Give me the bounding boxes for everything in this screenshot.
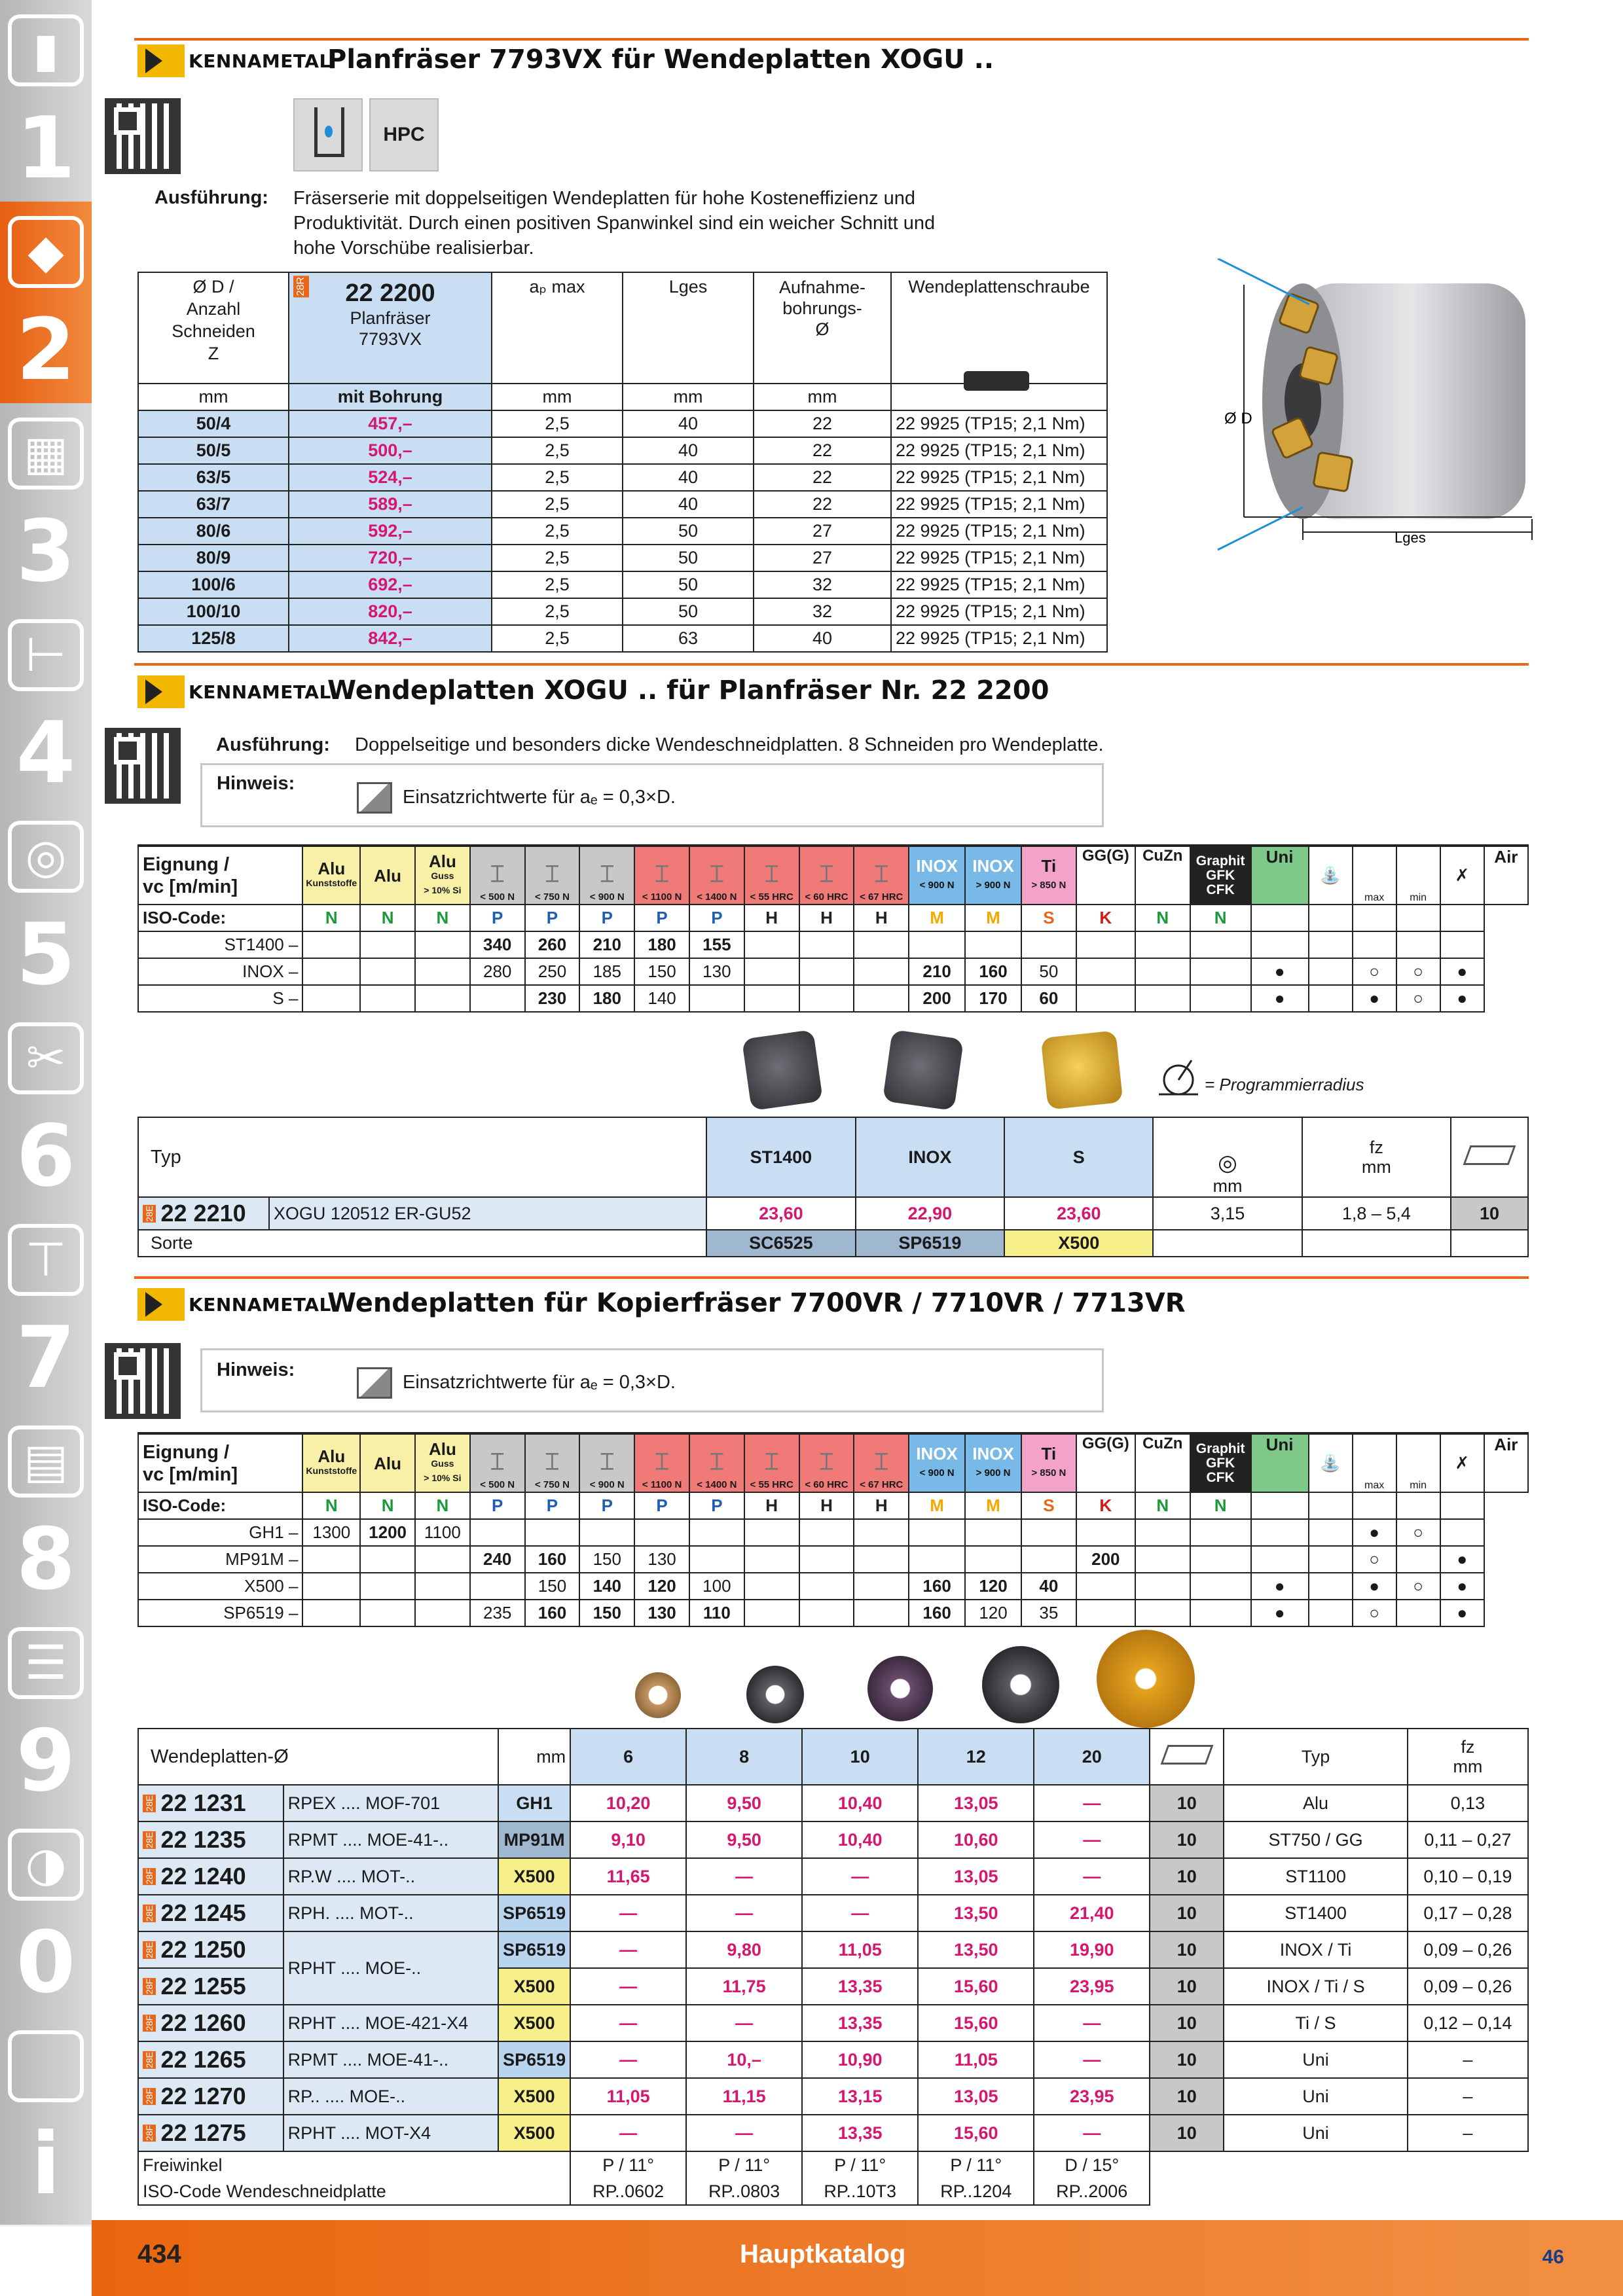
ausfuehrung-text: Doppelseitige und besonders dicke Wendeschneidplatten. 8 Schneiden pro Wendeplatte. <box>355 734 1104 755</box>
tool-cabinet-icon: ☰ <box>8 1627 84 1699</box>
ausfuehrung-label: Ausführung: <box>216 734 330 755</box>
coolant-max-icon: max <box>1353 1433 1396 1492</box>
cutting-width-icon <box>357 782 392 814</box>
section-3-title: Wendeplatten für Kopierfräser 7700VR / 7710VR / 7713VR <box>327 1288 1186 1318</box>
iso-code-label: ISO-Code: <box>138 905 302 931</box>
material-table-kopier: Eignung / vc [m/min] Alu Kunststoffe Alu Alu Guss > 10% Si ⌶ < 500 N ⌶ < 750 N ⌶ < 900 N ⌶ < 1100 N ⌶ < 1400 N ⌶ < 55 HRC ⌶ < 60 HRC ⌶ < 67 HRC INOX < 900 N INOX > 900 N Ti > 850 N GG(G) CuZn Graphit GFK CFK Uni ⛲ max min ✗ Air ISO-Code: N N N P P P P P H H H M M S K N N GH1 – 1300 1200 1100 ● ○ MP91M – 240 160 150 130 200 ○ ● X500 – 150 140 120 100 160 120 40 ● ● ○ ● SP6519 – 235 160 150 130 110 160 120 35 ● ○ ● <box>137 1432 1529 1627</box>
table-row: INOX – 280 250 185 150 130 210 160 50 ● ○ ○ ● <box>138 958 1528 985</box>
diameter-label: Ø D <box>1224 410 1252 427</box>
table-row: 50/5 500,– 2,5 40 22 22 9925 (TP15; 2,1 Nm) <box>138 437 1107 464</box>
chapter-tab-4[interactable] <box>0 605 92 816</box>
chapter-tab-i[interactable] <box>0 2016 92 2227</box>
safety-icon: ◑ <box>8 1829 84 1901</box>
info-icon <box>8 2030 84 2102</box>
insert-st1400-image <box>742 1030 823 1111</box>
section-2-rule <box>134 663 1529 666</box>
insert-6-image <box>635 1672 681 1718</box>
table-row: ST1400 – 340 260 210 180 155 <box>138 931 1528 958</box>
table-row: 28E 22 1245 RPH. .... MOT-.. SP6519 — — — 13,50 21,40 10 ST1400 0,17 – 0,28 <box>138 1895 1528 1931</box>
kennametal-logo: KENNAMETAL <box>137 43 331 79</box>
table-row: 80/9 720,– 2,5 50 27 22 9925 (TP15; 2,1 Nm) <box>138 545 1107 571</box>
chapter-number: 7 <box>16 1308 76 1407</box>
table-row: 28F 22 1240 RP.W .... MOT-.. X500 11,65 — — 13,05 — 10 ST1100 0,10 – 0,19 <box>138 1858 1528 1895</box>
unit-mm: mm <box>138 384 289 410</box>
chapter-number: 1 <box>16 98 76 198</box>
col-lges: Lges <box>623 272 754 384</box>
no-coolant-icon: ✗ <box>1440 1433 1484 1492</box>
ausfuehrung-label: Ausführung: <box>155 187 268 208</box>
iso-code-row: ISO-Code Wendeschneidplatte RP..0602 RP..0803 RP..10T3 RP..1204 RP..2006 <box>138 2178 1528 2205</box>
unit-bohrung: mit Bohrung <box>289 384 492 410</box>
insert-10-image <box>867 1656 933 1721</box>
graphit-col: Graphit GFK CFK <box>1190 846 1251 905</box>
steel-col: ⌶ < 1100 N <box>634 1433 689 1492</box>
hint-label: Hinweis: <box>217 773 295 794</box>
steel-col: ⌶ < 67 HRC <box>854 846 909 905</box>
inox-col: INOX < 900 N <box>909 1433 965 1492</box>
table-row: 100/6 692,– 2,5 50 32 22 9925 (TP15; 2,1 Nm) <box>138 571 1107 598</box>
page-number: 434 <box>137 2240 181 2269</box>
section-3-rule <box>134 1276 1529 1279</box>
inox-col: INOX < 900 N <box>909 846 965 905</box>
xogu-insert-table: Typ ST1400 INOX S ◎ mm fz mm 28E 22 2210 XOGU 120512 ER-GU52 23,60 22,90 23,60 3,15 1,8 – 5,4 10 Sorte SC6525 SP6519 X500 <box>137 1117 1529 1257</box>
table-row: 50/4 457,– 2,5 40 22 22 9925 (TP15; 2,1 Nm) <box>138 410 1107 437</box>
qr-code-icon[interactable] <box>105 728 181 804</box>
chapter-number: 3 <box>16 501 76 601</box>
length-label: Lges <box>1395 529 1426 546</box>
chapter-tab-6[interactable] <box>0 1008 92 1219</box>
steel-col: ⌶ < 900 N <box>579 846 634 905</box>
section-1-rule <box>134 38 1529 41</box>
planfraeser-diagram <box>1205 259 1545 560</box>
table-row: 63/7 589,– 2,5 40 22 22 9925 (TP15; 2,1 Nm) <box>138 491 1107 518</box>
chapter-number: 8 <box>16 1509 76 1609</box>
alu-col: Alu Kunststoffe <box>302 846 360 905</box>
coolant-icon <box>293 98 363 171</box>
cutting-width-icon <box>357 1367 392 1399</box>
steel-col: ⌶ < 1100 N <box>634 846 689 905</box>
planfraeser-table: Ø D / Anzahl Schneiden Z 28R 22 2200 Planfräser 7793VX aₚ max Lges Aufnahme- bohrungs- Ø Wendeplattenschraube mm mit Bohrung mm mm mm 50/4 457,– 2,5 40 22 22 9925 (TP15; 2,1 Nm) 50/5 500,– 2,5 40 22 22 9925 (TP15; 2,1 Nm) 63/5 524,– 2,5 40 22 22 9925 (TP15; 2,1 Nm) 63/7 589,– 2,5 40 22 22 9925 (TP15; 2,1 Nm) 80/6 592,– 2,5 50 27 22 9925 (TP15; 2,1 Nm) 80/9 720,– 2,5 50 27 22 9925 (TP15; 2,1 Nm) 100/6 692,– 2,5 50 32 22 9925 (TP15; 2,1 Nm) 100/10 820,– 2,5 50 32 22 9925 (TP15; 2,1 Nm) 125/8 842,– 2,5 63 40 22 9925 (TP15; 2,1 Nm) <box>137 272 1108 653</box>
fz-col: fz mm <box>1408 1729 1528 1785</box>
table-row: 125/8 842,– 2,5 63 40 22 9925 (TP15; 2,1 Nm) <box>138 625 1107 652</box>
uni-col: Uni <box>1251 846 1309 905</box>
kopier-insert-table: Wendeplatten-Ø mm 6 8 10 12 20 Typ fz mm 28E 22 1231 RPEX .... MOF-701 GH1 10,20 9,50 10,40 13,05 — 10 Alu 0,13 28E 22 1235 RPMT .... MOE-41-.. MP91M 9,10 9,50 10,40 10,60 — 10 ST750 / GG 0,11 – 0,27 28F 22 1240 RP.W .... MOT-.. X500 11,65 — — 13,05 — 10 ST1100 0,10 – 0,19 28E 22 1245 RPH. .... MOT-.. SP6519 — — — 13,50 21,40 10 ST1400 0,17 – 0,28 28E 22 1250 RPHT .... MOE-.. SP6519 — 9,80 11,05 13,50 19,90 10 INOX / Ti 0,09 – 0,26 28F 22 1255 X500 — 11,75 13,35 15,60 23,95 10 INOX / Ti / S 0,09 – 0,26 28F 22 1260 RPHT .... MOE-421-X4 X500 — — 13,35 15,60 — 10 Ti / S 0,12 – 0,14 28E 22 1265 RPMT .... MOE-41-.. SP6519 — 10,– 10,90 11,05 — 10 Uni – 28F 22 1270 RP.. .... MOE-.. X500 11,05 11,15 13,15 13,05 23,95 10 Uni – 28F 22 1275 RPHT .... MOT-X4 X500 — — 13,35 15,60 — 10 Uni – Freiwinkel P / 11° P / 11° P / 11° P / 11° D / 15° ISO-Code Wendeschneidplatte RP..0602 RP..0803 RP..10T3 RP..1204 RP..2006 <box>137 1728 1529 2206</box>
programming-radius-label: = Programmierradius <box>1205 1075 1364 1094</box>
table-row: GH1 – 1300 1200 1100 ● ○ <box>138 1519 1528 1546</box>
quantity-icon <box>1150 1729 1224 1785</box>
air-col: Air <box>1484 1433 1528 1492</box>
insert-s-image <box>1041 1030 1123 1109</box>
ausfuehrung-text: Fräserserie mit doppelseitigen Wendeplatten für hohe Kosteneffizienz und Produktivität. Durch einen positiven Spanwinkel sind ein weicher Schnitt und hohe Vorschübe realisierbar. <box>293 188 936 259</box>
inox-col: INOX > 900 N <box>965 1433 1021 1492</box>
ti-col: Ti > 850 N <box>1021 846 1076 905</box>
alu-col: Alu Guss > 10% Si <box>415 846 470 905</box>
alu-col: Alu Kunststoffe <box>302 1433 360 1492</box>
hpc-badge: HPC <box>369 98 439 171</box>
table-row: 28F 22 1275 RPHT .... MOT-X4 X500 — — 13,35 15,60 — 10 Uni – <box>138 2115 1528 2151</box>
chapter-tab-3[interactable] <box>0 403 92 614</box>
steel-col: ⌶ < 750 N <box>525 1433 580 1492</box>
alu-col: Alu <box>360 1433 415 1492</box>
pdf-page-number: 46 <box>1542 2246 1564 2268</box>
typ-col: Typ <box>1224 1729 1407 1785</box>
insert-20-image <box>1097 1630 1195 1728</box>
insert-8-image <box>746 1666 804 1723</box>
quantity-icon <box>1451 1117 1528 1197</box>
table-row: MP91M – 240 160 150 130 200 ○ ● <box>138 1546 1528 1573</box>
grinding-disc-icon: ◎ <box>8 821 84 893</box>
steel-col: ⌶ < 60 HRC <box>799 1433 854 1492</box>
typ-label: Typ <box>138 1117 706 1197</box>
section-2-title: Wendeplatten XOGU .. für Planfräser Nr. 22 2200 <box>327 675 1049 706</box>
chapter-tab-5[interactable] <box>0 806 92 1017</box>
table-row: 63/5 524,– 2,5 40 22 22 9925 (TP15; 2,1 Nm) <box>138 464 1107 491</box>
chapter-number: 5 <box>16 905 76 1004</box>
graphit-col: Graphit GFK CFK <box>1190 1433 1251 1492</box>
qr-code-icon[interactable] <box>105 1343 181 1419</box>
col-screw: Wendeplattenschraube <box>891 272 1107 384</box>
coolant-icon: ⛲ <box>1309 846 1353 905</box>
chapter-tab-1[interactable] <box>0 0 92 211</box>
col-diameter: Ø D / Anzahl Schneiden Z <box>138 272 289 384</box>
table-row: SP6519 – 235 160 150 130 110 160 120 35 ● ○ ● <box>138 1600 1528 1626</box>
alu-col: Alu <box>360 846 415 905</box>
material-table-xogu: Eignung / vc [m/min] Alu Kunststoffe Alu Alu Guss > 10% Si ⌶ < 500 N ⌶ < 750 N ⌶ < 900 N ⌶ < 1100 N ⌶ < 1400 N ⌶ < 55 HRC ⌶ < 60 HRC ⌶ < 67 HRC INOX < 900 N INOX > 900 N Ti > 850 N GG(G) CuZn Graphit GFK CFK Uni ⛲ max min ✗ Air ISO-Code: N N N P P P P P H H H M M S K N N ST1400 – 340 260 210 180 155 INOX – 280 250 185 150 130 210 160 50 ● ○ ○ ● S – 230 180 140 200 170 60 ● ● ○ ● <box>137 844 1529 1013</box>
pliers-icon: ⊤ <box>8 1224 84 1296</box>
uni-col: Uni <box>1251 1433 1309 1492</box>
chapter-tab-7[interactable] <box>0 1210 92 1420</box>
sorte-row: Sorte SC6525 SP6519 X500 <box>138 1230 1528 1257</box>
thread-tap-icon: ▦ <box>8 418 84 490</box>
table-row: 28F 22 1255 X500 — 11,75 13,35 15,60 23,95 10 INOX / Ti / S 0,09 – 0,26 <box>138 1968 1528 2005</box>
col-ap-max: aₚ max <box>492 272 623 384</box>
workshop-icon: ▤ <box>8 1426 84 1498</box>
eignung-label: Eignung / vc [m/min] <box>138 846 302 905</box>
cuzn-col: CuZn <box>1135 846 1190 905</box>
gg-col: GG(G) <box>1076 846 1135 905</box>
steel-col: ⌶ < 60 HRC <box>799 846 854 905</box>
table-row: 28E 22 2210 XOGU 120512 ER-GU52 23,60 22,90 23,60 3,15 1,8 – 5,4 10 <box>138 1197 1528 1230</box>
no-coolant-icon: ✗ <box>1440 846 1484 905</box>
steel-col: ⌶ < 500 N <box>470 846 525 905</box>
table-row: 28F 22 1260 RPHT .... MOE-421-X4 X500 — — 13,35 15,60 — 10 Ti / S 0,12 – 0,14 <box>138 2005 1528 2041</box>
chapter-number: 6 <box>16 1106 76 1206</box>
coolant-icon: ⛲ <box>1309 1433 1353 1492</box>
table-row: 28F 22 1270 RP.. .... MOE-.. X500 11,05 11,15 13,15 13,05 23,95 10 Uni – <box>138 2078 1528 2115</box>
catalog-name: Hauptkatalog <box>740 2240 906 2269</box>
steel-col: ⌶ < 55 HRC <box>744 846 799 905</box>
chapter-tab-0[interactable] <box>0 1814 92 2025</box>
radius-col: ◎ mm <box>1153 1117 1302 1197</box>
kennametal-logo: KENNAMETAL <box>137 1287 331 1322</box>
eignung-label: Eignung / vc [m/min] <box>138 1433 302 1492</box>
alu-col: Alu Guss > 10% Si <box>415 1433 470 1492</box>
hint-text: Einsatzrichtwerte für aₑ = 0,3×D. <box>403 787 676 808</box>
table-row: X500 – 150 140 120 100 160 120 40 ● ● ○ ● <box>138 1573 1528 1600</box>
chapter-tab-8[interactable] <box>0 1411 92 1622</box>
wendeplatten-diameter-label: Wendeplatten-Ø <box>138 1729 498 1785</box>
page-footer <box>92 2220 1623 2296</box>
cuzn-col: CuZn <box>1135 1433 1190 1492</box>
col-article: 28R 22 2200 Planfräser 7793VX <box>289 272 492 384</box>
drill-icon: ▮ <box>8 14 84 86</box>
table-row: S – 230 180 140 200 170 60 ● ● ○ ● <box>138 985 1528 1012</box>
table-row: 28E 22 1235 RPMT .... MOE-41-.. MP91M 9,10 9,50 10,40 10,60 — 10 ST750 / GG 0,11 – 0,27 <box>138 1821 1528 1858</box>
chapter-sidebar <box>0 0 92 2219</box>
milling-insert-icon: ◆ <box>8 216 84 288</box>
air-col: Air <box>1484 846 1528 905</box>
steel-col: ⌶ < 900 N <box>579 1433 634 1492</box>
caliper-icon: ⊢ <box>8 619 84 691</box>
steel-col: ⌶ < 750 N <box>525 846 580 905</box>
kennametal-logo: KENNAMETAL <box>137 674 331 709</box>
hint-box <box>200 763 1104 827</box>
chapter-number: 2 <box>16 300 76 399</box>
table-row: 28E 22 1250 RPHT .... MOE-.. SP6519 — 9,80 11,05 13,50 19,90 10 INOX / Ti 0,09 – 0,26 <box>138 1931 1528 1968</box>
table-row: 28E 22 1265 RPMT .... MOE-41-.. SP6519 — 10,– 10,90 11,05 — 10 Uni – <box>138 2041 1528 2078</box>
chapter-number: 0 <box>16 1912 76 2012</box>
steel-col: ⌶ < 1400 N <box>689 1433 744 1492</box>
qr-code-icon[interactable] <box>105 98 181 174</box>
hint-box <box>200 1348 1104 1412</box>
fz-col: fz mm <box>1302 1117 1451 1197</box>
programming-radius-icon <box>1159 1054 1205 1100</box>
wrench-icon: ✂ <box>8 1022 84 1094</box>
freiwinkel-row: Freiwinkel P / 11° P / 11° P / 11° P / 11° D / 15° <box>138 2151 1528 2178</box>
steel-col: ⌶ < 55 HRC <box>744 1433 799 1492</box>
coolant-min-icon: min <box>1396 1433 1440 1492</box>
iso-code-label: ISO-Code: <box>138 1492 302 1519</box>
steel-col: ⌶ < 1400 N <box>689 846 744 905</box>
hint-text: Einsatzrichtwerte für aₑ = 0,3×D. <box>403 1372 676 1393</box>
col-bore: Aufnahme- bohrungs- Ø <box>754 272 891 384</box>
screw-icon <box>964 371 1029 391</box>
ti-col: Ti > 850 N <box>1021 1433 1076 1492</box>
chapter-number: 9 <box>16 1711 76 1810</box>
insert-inox-image <box>883 1030 964 1111</box>
section-1-title: Planfräser 7793VX für Wendeplatten XOGU .. <box>327 45 994 75</box>
gg-col: GG(G) <box>1076 1433 1135 1492</box>
steel-col: ⌶ < 67 HRC <box>854 1433 909 1492</box>
coolant-max-icon: max <box>1353 846 1396 905</box>
table-row: 80/6 592,– 2,5 50 27 22 9925 (TP15; 2,1 Nm) <box>138 518 1107 545</box>
coolant-min-icon: min <box>1396 846 1440 905</box>
chapter-tab-2[interactable] <box>0 202 92 412</box>
inox-col: INOX > 900 N <box>965 846 1021 905</box>
table-row: 100/10 820,– 2,5 50 32 22 9925 (TP15; 2,1 Nm) <box>138 598 1107 625</box>
steel-col: ⌶ < 500 N <box>470 1433 525 1492</box>
chapter-tab-9[interactable] <box>0 1613 92 1823</box>
insert-12-image <box>982 1646 1059 1723</box>
chapter-number: i <box>31 2114 61 2214</box>
hint-label: Hinweis: <box>217 1359 295 1380</box>
table-row: 28E 22 1231 RPEX .... MOF-701 GH1 10,20 9,50 10,40 13,05 — 10 Alu 0,13 <box>138 1785 1528 1821</box>
chapter-number: 4 <box>16 703 76 802</box>
